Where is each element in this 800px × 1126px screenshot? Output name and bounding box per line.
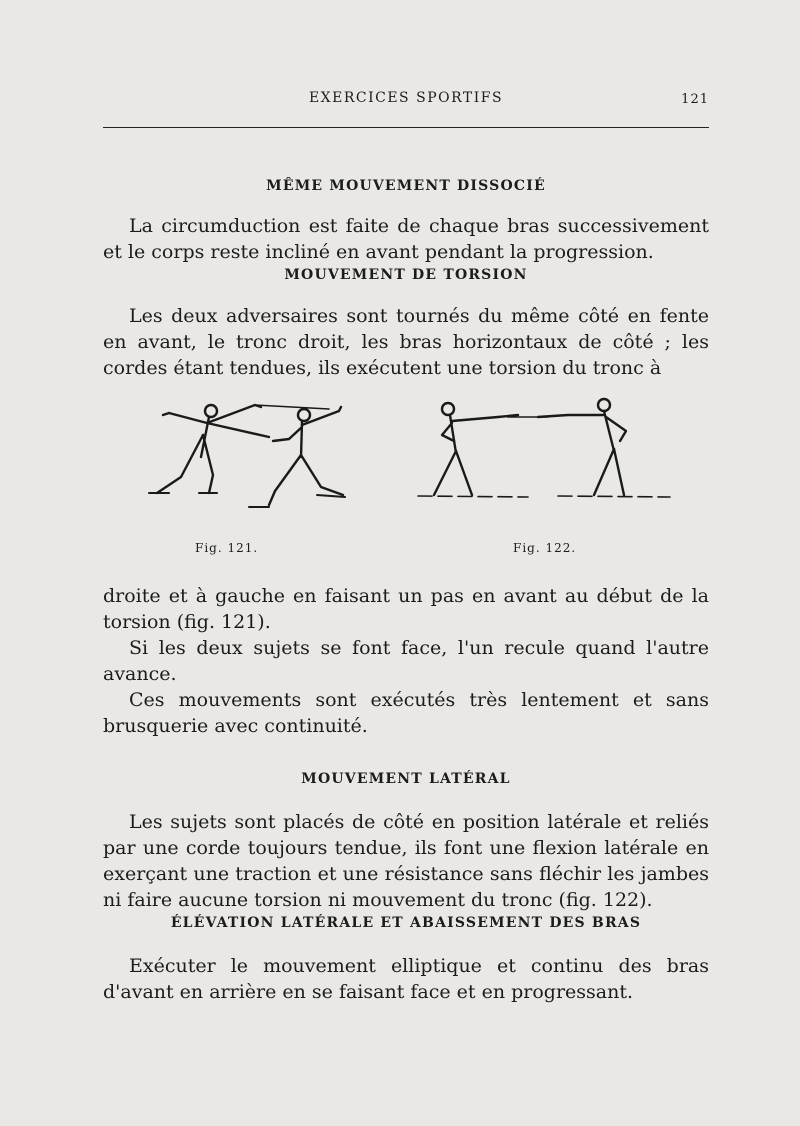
figure-122-illustration xyxy=(408,395,678,515)
section-heading: MOUVEMENT LATÉRAL xyxy=(301,771,511,787)
header-rule xyxy=(103,127,709,128)
paragraph: Exécuter le mouvement elliptique et continu des bras d'avant en arrière en se faisant face et en progressant. xyxy=(103,955,709,1003)
paragraph: droite et à gauche en faisant un pas en avant au début de la torsion (fig. 121). xyxy=(103,585,709,633)
figures-row xyxy=(103,395,709,567)
figure-121-illustration xyxy=(139,395,349,515)
page-content xyxy=(103,176,709,1005)
section-heading: ÉLÉVATION LATÉRALE ET ABAISSEMENT DES BRAS xyxy=(170,915,642,931)
section-heading: MÊME MOUVEMENT DISSOCIÉ xyxy=(266,178,546,194)
running-title: EXERCICES SPORTIFS xyxy=(308,90,504,106)
page-number: 121 xyxy=(681,92,709,107)
figure-caption: Fig. 121. xyxy=(195,541,259,555)
figure-caption: Fig. 122. xyxy=(513,541,577,555)
section-heading: MOUVEMENT DE TORSION xyxy=(284,267,528,283)
paragraph: La circumduction est faite de chaque bras successivement et le corps reste incliné en avant pendant la progression. xyxy=(103,215,709,263)
stick-figures-torsion-drawing xyxy=(139,395,349,515)
paragraph: Les deux adversaires sont tournés du même côté en fente en avant, le tronc droit, les bras horizontaux de côté ; les cordes étant tendues, ils exécutent une torsion du tronc à xyxy=(103,305,709,379)
paragraph: Si les deux sujets se font face, l'un recule quand l'autre avance. xyxy=(103,637,709,685)
paragraph: Ces mouvements sont exécutés très lentement et sans brusquerie avec continuité. xyxy=(103,689,709,737)
page-header xyxy=(103,90,709,112)
stick-figures-lateral-drawing xyxy=(408,395,678,515)
paragraph: Les sujets sont placés de côté en position latérale et reliés par une corde toujours tendue, ils font une flexion latérale en exerçant une traction et une résistance sans fléchir les jambes ni faire aucune torsion ni mouvement du tronc (fig. 122). xyxy=(103,811,709,911)
